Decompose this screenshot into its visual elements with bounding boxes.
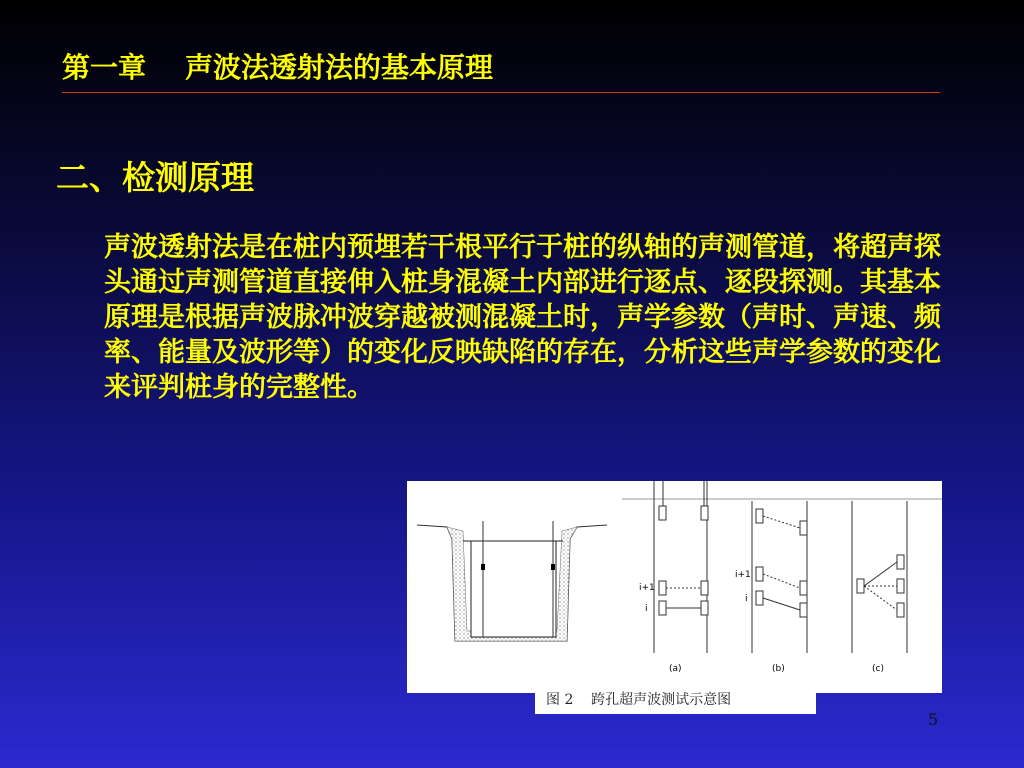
- figure-diagram: [407, 481, 942, 693]
- panel-a: [639, 481, 708, 674]
- body-paragraph: 声波透射法是在桩内预埋若干根平行于桩的纵轴的声测管道，将超声探头通过声测管道直接伸入桩身混凝土内部进行逐点、逐段探测。其基本原理是根据声波脉冲波穿越被测混凝土时，声学参数（声时、声速、频率、能量及波形等）的变化反映缺陷的存在，分析这些声学参数的变化来评判桩身的完整性。: [104, 232, 941, 403]
- figure-caption: 图 2 跨孔超声波测试示意图: [546, 692, 732, 708]
- panel-b-label-upper: i+1: [735, 570, 751, 580]
- pile-excavation-drawing: [417, 521, 607, 641]
- title-divider: [62, 92, 940, 93]
- panel-c-caption: (c): [872, 664, 884, 674]
- panel-a-caption: (a): [669, 664, 682, 674]
- transducer-left: [481, 564, 485, 570]
- panel-b-label-lower: i: [745, 594, 748, 604]
- panel-c: [852, 501, 907, 674]
- section-heading: 二、检测原理: [56, 158, 254, 197]
- figure-svg: [407, 481, 942, 693]
- chapter-title: 第一章 声波法透射法的基本原理: [62, 51, 493, 84]
- transducer-right: [551, 564, 555, 570]
- page-number: 5: [928, 710, 939, 729]
- panel-b: [735, 501, 807, 674]
- panel-b-caption: (b): [772, 664, 785, 674]
- panel-a-label-lower: i: [645, 604, 648, 614]
- panel-a-label-upper: i+1: [639, 583, 655, 593]
